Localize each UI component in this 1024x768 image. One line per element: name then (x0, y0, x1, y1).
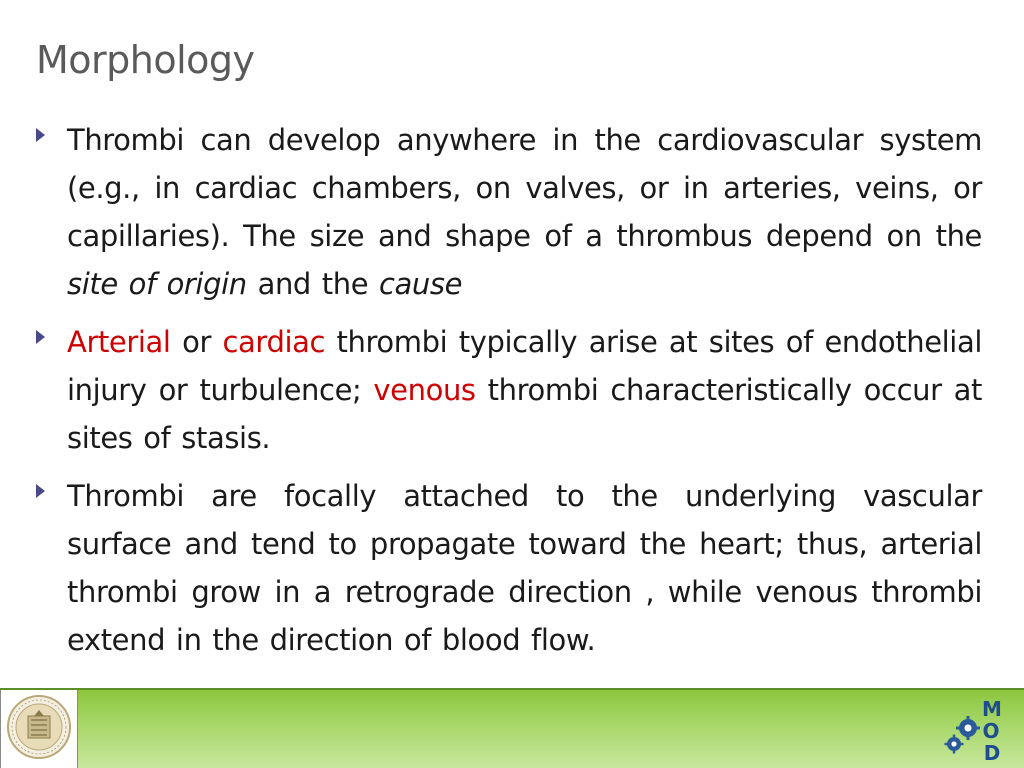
bullet-arrow-icon (36, 330, 45, 344)
bullet-text-run: and the (246, 267, 379, 301)
bullet-arrow-icon (36, 128, 45, 142)
highlight-run: Arterial (67, 325, 171, 359)
highlight-run: venous (373, 373, 476, 407)
bullet-arrow-icon (36, 484, 45, 498)
bullet-text-run: Thrombi can develop anywhere in the cardiovascular system (e.g., in cardiac chambers, on valves, or in arteries, veins, or capillaries). The size and shape of a thrombus depend on the (67, 123, 982, 253)
italic-run: cause (378, 267, 463, 301)
slide-title: Morphology (36, 38, 255, 82)
bullet-text (67, 472, 982, 664)
mod-letter-d: D (983, 741, 1001, 764)
highlight-run: cardiac (222, 325, 326, 359)
italic-run: site of origin (67, 267, 247, 301)
bullet-text-run: Thrombi are focally attached to the underlying vascular surface and tend to propagate toward the heart; thus, arterial thrombi grow in a retrograde direction , while venous thrombi extend in the direction of blood flow. (67, 479, 982, 657)
bullet-text (67, 318, 982, 462)
mod-logo-icon (938, 696, 1010, 764)
footer-bar (0, 688, 1024, 768)
footer-logo-box (0, 690, 78, 768)
bullet-list (36, 116, 982, 674)
bullet-text-run: thrombi typically arise at sites of endothelial injury or turbulence; (67, 325, 982, 407)
university-seal-icon (6, 694, 72, 760)
bullet-item (36, 472, 982, 664)
mod-letter-m: M (982, 697, 1002, 721)
bullet-text-run: or (170, 325, 223, 359)
bullet-item (36, 318, 982, 462)
mod-letter-o: O (982, 719, 1000, 743)
bullet-text-run: thrombi characteristically occur at sites of stasis. (67, 373, 982, 455)
bullet-item (36, 116, 982, 308)
bullet-text (67, 116, 982, 308)
